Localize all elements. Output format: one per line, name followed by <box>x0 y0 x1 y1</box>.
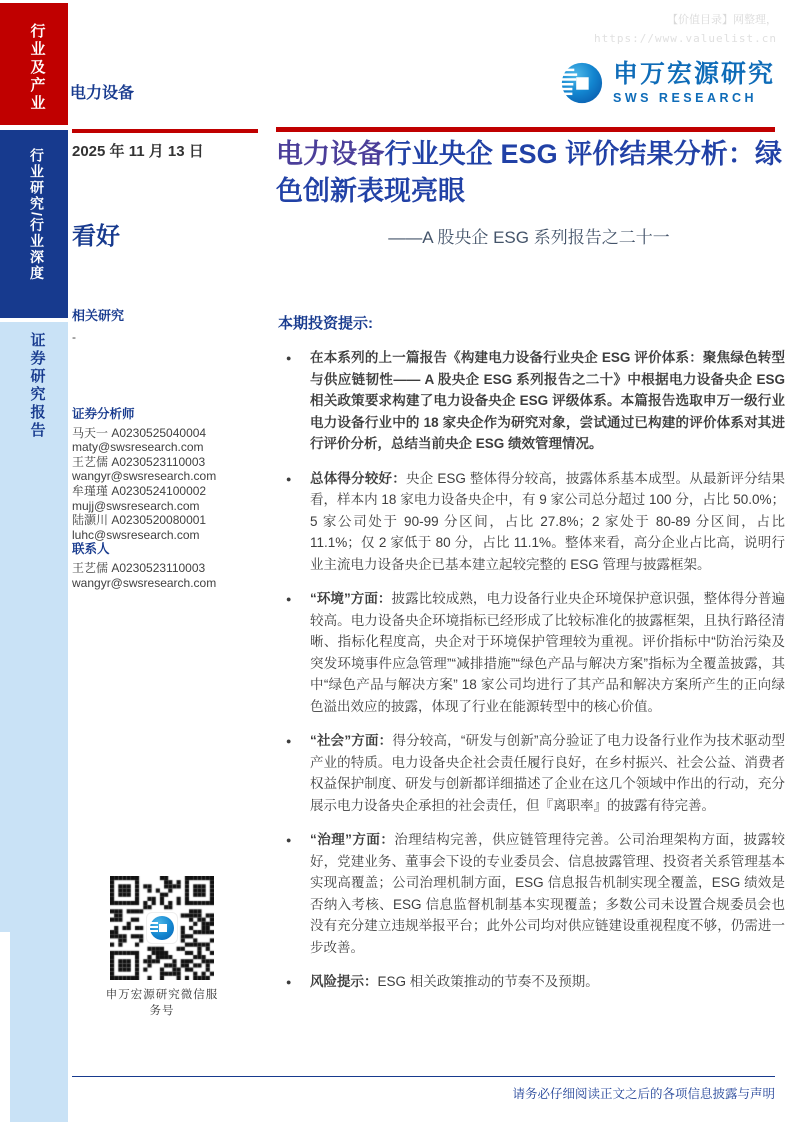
tip-bullet <box>278 347 785 455</box>
sidebar-band-research-label: 行业研究/行业深度 <box>29 148 45 282</box>
analyst-email: wangyr@swsresearch.com <box>72 575 217 590</box>
tip-bullet <box>278 829 785 958</box>
bullet-text: “环境”方面：披露比较成熟，电力设备行业央企环境保护意识强，整体得分普遍较高。电力设备央企环境指标已经形成了比较标准化的披露框架，且执行路径清晰、指标化程度高，央企对于环境保护管理较为重视。评价指标中“防治污染及突发环境事件应急管理”“减排措施”“绿色产品与解决方案”指标为全覆盖披露，其中“绿色产品与解决方案” 18 家公司均进行了其产品和解决方案所产生的正向绿色溢出效应的披露，体现了行业在能源转型中的核心价值。 <box>310 591 785 714</box>
bullet-text: “社会”方面：得分较高，“研发与创新”高分验证了电力设备行业作为技术驱动型产业的特质。电力设备央企社会责任履行良好，在乡村振兴、社会公益、消费者权益保护制度、研发与创新都详细描述了企业在这几个领域中作出的行动，充分展示电力设备央企承担的社会责任，但『离职率』的披露有待完善。 <box>310 733 786 813</box>
related-research-body: - <box>72 330 76 344</box>
footer-disclaimer: 请务必仔细阅读正文之后的各项信息披露与声明 <box>512 1087 775 1101</box>
analyst-entry <box>72 455 267 484</box>
investment-tips-heading: 本期投资提示: <box>278 315 373 332</box>
industry-label: 电力设备 <box>70 85 135 102</box>
title-block <box>276 136 782 248</box>
report-title-part2: 行业央企 ESG 评价结果分析：绿色创新表现亮眼 <box>276 139 782 207</box>
qr-center-logo-icon <box>147 913 177 943</box>
logo-name-cn: 申万宏源研究 <box>612 60 775 89</box>
analyst-email: mujj@swsresearch.com <box>72 498 200 513</box>
bullet-icon: ● <box>286 835 292 845</box>
tip-bullet <box>278 588 785 717</box>
analyst-name-code: 马天一 A0230525040004 <box>72 425 207 440</box>
footer-divider <box>72 1076 775 1077</box>
red-divider-left <box>72 129 258 133</box>
watermark <box>594 12 777 47</box>
analysts-section <box>72 407 267 590</box>
analyst-entry <box>72 561 267 590</box>
analyst-name-code: 陆灏川 A0230520080001 <box>72 513 207 528</box>
report-date: 2025 年 11 月 13 日 <box>72 143 204 160</box>
analysts-heading: 证券分析师 <box>72 407 135 421</box>
analyst-entry <box>72 426 267 455</box>
contact-heading: 联系人 <box>72 542 110 557</box>
analyst-email: luhc@swsresearch.com <box>72 527 200 542</box>
bullet-list <box>278 347 785 993</box>
qr-block <box>104 876 220 1018</box>
related-research <box>72 305 262 344</box>
industry-rating: 看好 <box>72 223 120 250</box>
report-title <box>276 136 782 211</box>
watermark-line1: 【价值目录】网整理， <box>667 14 777 26</box>
tip-bullet <box>278 971 785 993</box>
sidebar-band-report-label: 证券研究报告 <box>28 332 46 440</box>
watermark-url: https://www.valuelist.cn <box>594 31 777 45</box>
bullet-icon: ● <box>286 594 292 604</box>
bullet-text: “治理”方面：治理结构完善，供应链管理待完善。公司治理架构方面，披露较好，党建业务、董事会下设的专业委员会、信息披露管理、投资者关系管理基本实现高覆盖；公司治理机制方面，ESG 信息报告机制实现全覆盖，ESG 绩效是否纳入考核、ESG 信息监督机制基本实现覆盖；多数公司未设置合规委员会也没有充分建立违规举报平台；此外公司均对供应链建设重视程度不够，仍需进一步改善。 <box>310 832 786 955</box>
tip-bullet <box>278 730 785 816</box>
report-title-part1: 电力设备 <box>276 139 385 169</box>
bullet-icon: ● <box>286 353 292 363</box>
analyst-entry <box>72 513 267 542</box>
wechat-qr-code <box>110 876 214 980</box>
analyst-name-code: 牟瑾瑾 A0230524100002 <box>72 483 207 498</box>
red-divider-right <box>276 127 775 132</box>
analyst-email: maty@swsresearch.com <box>72 440 204 455</box>
sidebar-band-bottom-strip <box>10 932 68 1122</box>
investment-tips <box>278 312 785 1006</box>
qr-caption: 申万宏源研究微信服务号 <box>105 989 219 1017</box>
report-subtitle: ——A 股央企 ESG 系列报告之二十一 <box>388 227 670 247</box>
related-research-heading: 相关研究 <box>72 308 125 323</box>
analyst-name-code: 王艺儒 A0230523110003 <box>72 454 206 469</box>
analyst-entry <box>72 484 267 513</box>
sidebar-band-report <box>0 322 68 932</box>
contact-list <box>72 561 267 590</box>
bullet-icon: ● <box>286 473 292 484</box>
tip-bullet <box>278 468 785 576</box>
bullet-text: 总体得分较好：央企 ESG 整体得分较高，披露体系基本成型。从最新评分结果看，样本内 18 家电力设备央企中，有 9 家公司总分超过 100 分，占比 50.0%；5 家公司处于 90-99 分区间，占比 27.8%；2 家处于 80-89 分区间，占比 11.1%；仅 2 家低于 80 分，占比 11.1%。整体来看，高分企业占比高，说明行业主流电力设备央企已基本建立起较完整的 ESG 管理与披露框架。 <box>310 470 785 572</box>
logo-name-en: SWS RESEARCH <box>612 90 758 105</box>
bullet-text: 风险提示：ESG 相关政策推动的节奏不及预期。 <box>310 974 599 989</box>
sidebar-band-industry <box>0 3 68 125</box>
sidebar-band-industry-label: 行业及产业 <box>28 23 46 113</box>
bullet-icon: ● <box>286 736 292 746</box>
sidebar-band-research <box>0 130 68 318</box>
sws-logo-icon <box>558 60 604 106</box>
analyst-list <box>72 426 267 543</box>
bullet-icon: ● <box>286 977 292 987</box>
analyst-email: wangyr@swsresearch.com <box>72 469 217 484</box>
bullet-text: 在本系列的上一篇报告《构建电力设备行业央企 ESG 评价体系：聚焦绿色转型与供应链韧性—— A 股央企 ESG 系列报告之二十》中根据电力设备央企 ESG 相关政策要求构建了电力设备央企 ESG 评级体系。本篇报告选取申万一级行业电力设备行业中的 18 家央企作为研究对象，尝试通过已构建的评价体系对其进行评价分析，总结当前央企 ESG 绩效管理情况。 <box>310 350 785 451</box>
analyst-name-code: 王艺儒 A0230523110003 <box>72 560 206 575</box>
sws-logo <box>558 60 775 106</box>
